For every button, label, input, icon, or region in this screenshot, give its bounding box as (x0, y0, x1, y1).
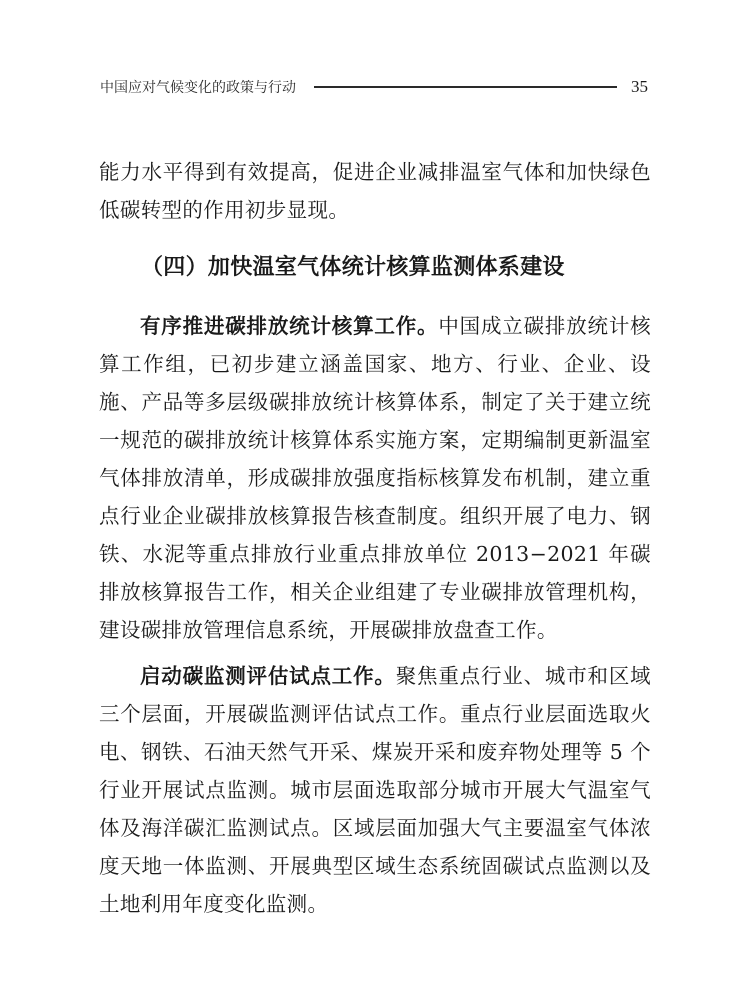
paragraph-text: 聚焦重点行业、城市和区域三个层面，开展碳监测评估试点工作。重点行业层面选取火电、钢铁、石油天然气开采、煤炭开采和废弃物处理等 5 个行业开展试点监测。城市层面选取部分城市开展大气温室气体及海洋碳汇监测试点。区域层面加强大气主要温室气体浓度天地一体监测、开展典型区域生态系统固碳试点监测以及土地利用年度变化监测。 (99, 664, 652, 916)
section-heading: （四）加快温室气体统计核算监测体系建设 (141, 255, 565, 280)
running-header (100, 74, 648, 100)
paragraph-carbon-accounting (99, 307, 651, 649)
running-header-title: 中国应对气候变化的政策与行动 (100, 80, 296, 96)
page-body (99, 153, 651, 923)
paragraph-text: 中国成立碳排放统计核算工作组，已初步建立涵盖国家、地方、行业、企业、设施、产品等多层级碳排放统计核算体系，制定了关于建立统一规范的碳排放统计核算体系实施方案，定期编制更新温室气体排放清单，形成碳排放强度指标核算发布机制，建立重点行业企业碳排放核算报告核查制度。组织开展了电力、钢铁、水泥等重点排放行业重点排放单位 2013−2021 年碳排放核算报告工作，相关企业组建了专业碳排放管理机构，建设碳排放管理信息系统，开展碳排放盘查工作。 (99, 314, 652, 642)
page-number: 35 (631, 77, 648, 96)
paragraph-carbon-monitoring (99, 657, 651, 923)
paragraph-lead: 有序推进碳排放统计核算工作。 (140, 314, 439, 338)
continuation-paragraph: 能力水平得到有效提高，促进企业减排温室气体和加快绿色低碳转型的作用初步显现。 (99, 160, 651, 222)
header-rule (314, 86, 617, 88)
paragraph-lead: 启动碳监测评估试点工作。 (140, 664, 396, 688)
